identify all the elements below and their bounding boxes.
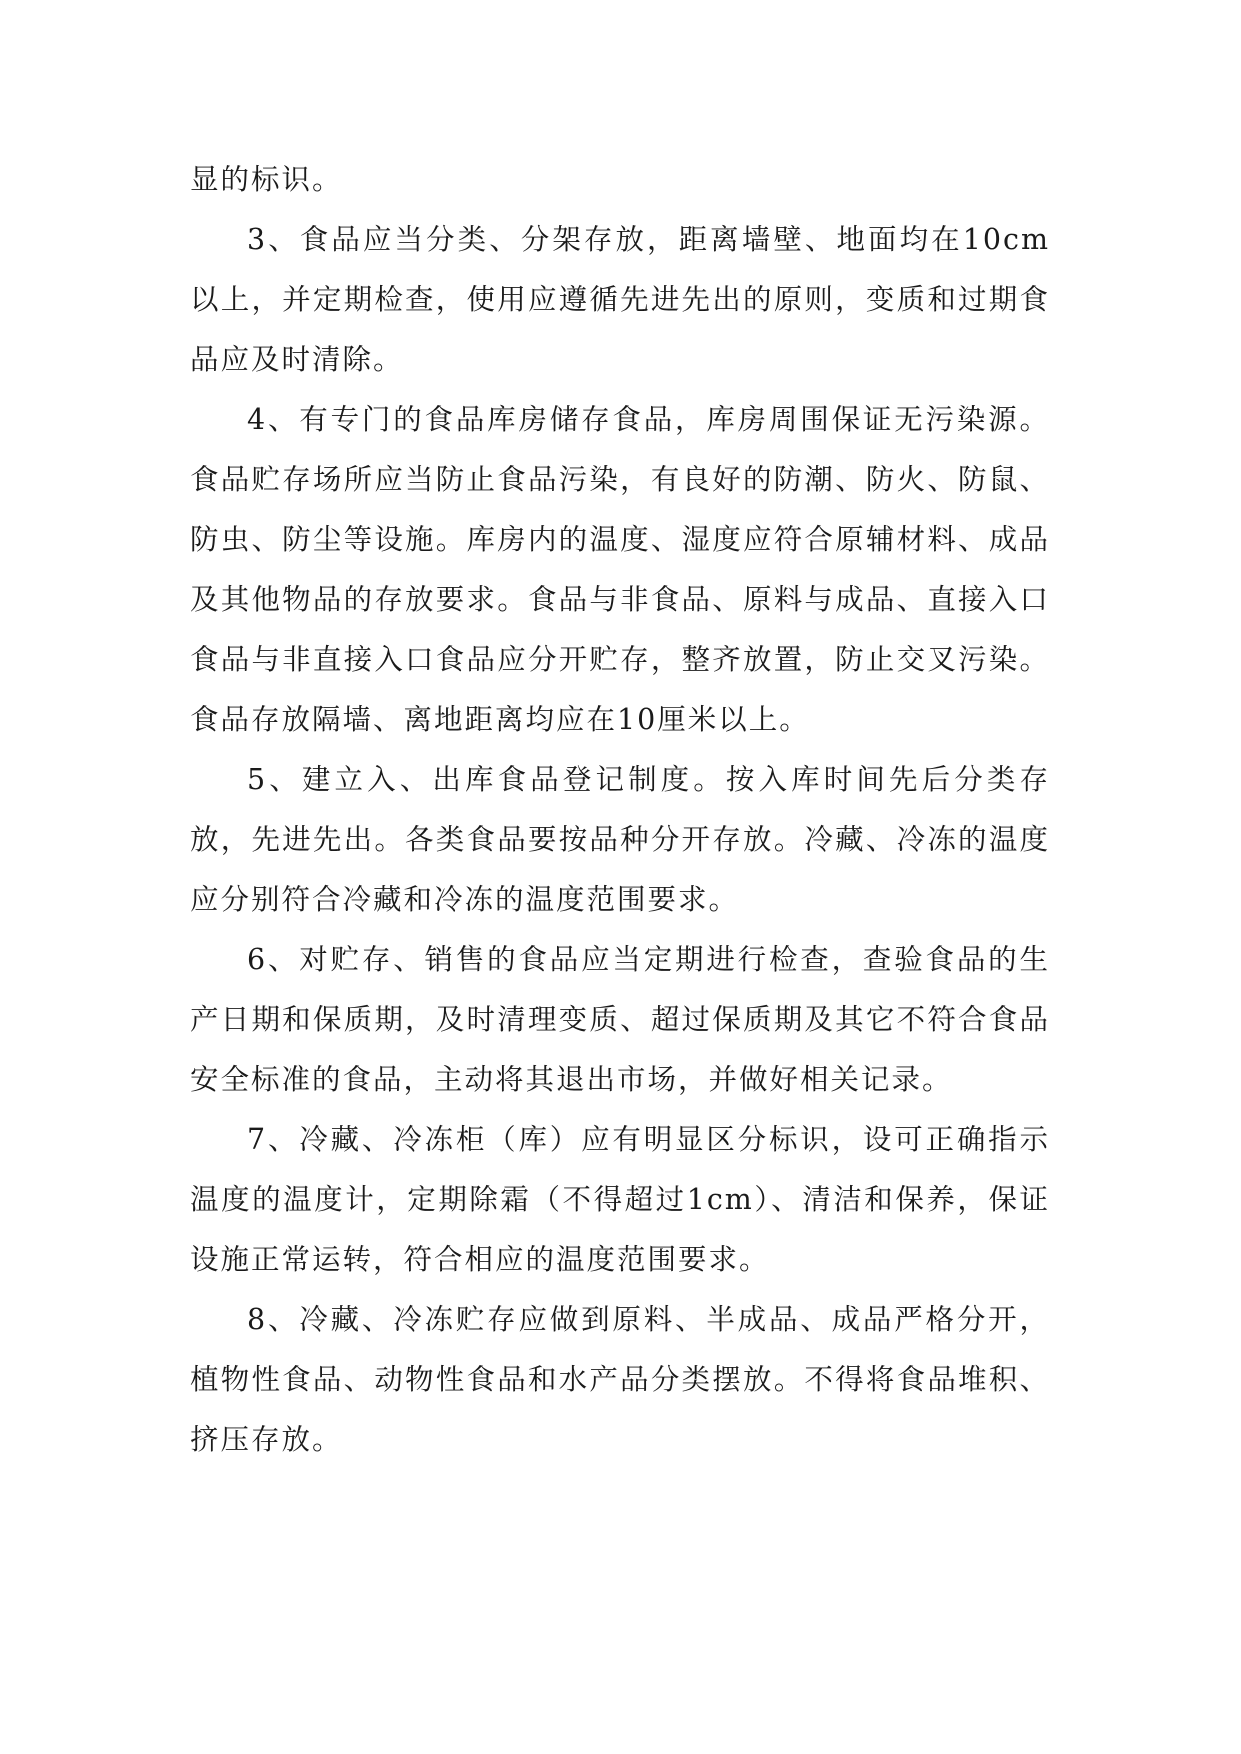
document-page [190, 150, 1050, 1470]
paragraph-item-3: 3、食品应当分类、分架存放，距离墙壁、地面均在10cm以上，并定期检查，使用应遵循先进先出的原则，变质和过期食品应及时清除。 [190, 223, 1050, 376]
paragraph-item-6: 6、对贮存、销售的食品应当定期进行检查，查验食品的生产日期和保质期，及时清理变质、超过保质期及其它不符合食品安全标准的食品，主动将其退出市场，并做好相关记录。 [190, 943, 1050, 1096]
paragraph-item-8: 8、冷藏、冷冻贮存应做到原料、半成品、成品严格分开，植物性食品、动物性食品和水产品分类摆放。不得将食品堆积、挤压存放。 [190, 1303, 1050, 1456]
paragraph-continuation: 显的标识。 [190, 163, 343, 196]
paragraph-item-4: 4、有专门的食品库房储存食品，库房周围保证无污染源。食品贮存场所应当防止食品污染，有良好的防潮、防火、防鼠、防虫、防尘等设施。库房内的温度、湿度应符合原辅材料、成品及其他物品的存放要求。食品与非食品、原料与成品、直接入口食品与非直接入口食品应分开贮存，整齐放置，防止交叉污染。食品存放隔墙、离地距离均应在10厘米以上。 [190, 403, 1050, 736]
paragraph-item-5: 5、建立入、出库食品登记制度。按入库时间先后分类存放，先进先出。各类食品要按品种分开存放。冷藏、冷冻的温度应分别符合冷藏和冷冻的温度范围要求。 [190, 763, 1050, 916]
paragraph-item-7: 7、冷藏、冷冻柜（库）应有明显区分标识，设可正确指示温度的温度计，定期除霜（不得超过1cm）、清洁和保养，保证设施正常运转，符合相应的温度范围要求。 [190, 1123, 1050, 1276]
